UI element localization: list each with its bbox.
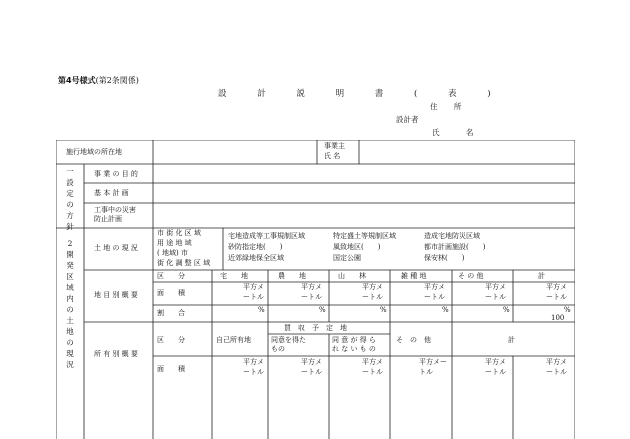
- designer-label: 設計者: [396, 115, 419, 124]
- unit: ートル: [362, 293, 383, 301]
- column-total: 計: [538, 272, 545, 280]
- other-label: そ の 他: [396, 336, 431, 344]
- designation: 国定公園: [333, 254, 361, 262]
- not-agreed-label-1: 同 意 が 得 ら: [332, 336, 376, 344]
- unit: 平方メ: [243, 358, 264, 366]
- unit: 平方メ: [546, 283, 567, 291]
- land-status-label: 土 地 の 現 況: [94, 244, 138, 252]
- section2-vertical-label: 2開発区域内の土地の現況: [66, 239, 74, 369]
- unit: 平方メ: [362, 283, 383, 291]
- address-label: 住 所: [430, 102, 469, 111]
- by-category-label: 地 目 別 概 要: [94, 291, 138, 299]
- unit: 平方メ: [243, 283, 264, 291]
- disaster-prevention-label-1: 工事中の災害: [94, 206, 136, 214]
- section1-vertical-label: 一設定の方針: [66, 167, 74, 231]
- unit: 平方メ: [424, 283, 445, 291]
- percent-sign: %: [380, 306, 387, 314]
- purpose-label: 事 業 の 目 的: [94, 170, 138, 178]
- name-label: 氏 名: [432, 128, 486, 137]
- unit: 平方メ: [546, 358, 567, 366]
- percent-sign: %: [258, 306, 265, 314]
- percent-sign: %: [442, 306, 449, 314]
- unit: ートル: [424, 293, 445, 301]
- unit: 平方メ: [485, 283, 506, 291]
- column-residential: 宅 地: [220, 272, 248, 280]
- designation: 砂防指定地( ): [228, 243, 283, 251]
- percent-sign: %: [319, 306, 326, 314]
- category-kubun: 区 分: [157, 272, 185, 280]
- zone-urbanization: 市 街 化 区 域: [157, 229, 201, 237]
- not-agreed-label-2: れ な い も の: [332, 345, 376, 353]
- column-other: そ の 他: [458, 272, 484, 280]
- disaster-prevention-label-2: 防止計画: [94, 215, 122, 223]
- unit: ートル: [301, 368, 322, 376]
- zone-use: 用 途 地 域: [157, 239, 192, 247]
- column-forest: 山 林: [338, 272, 366, 280]
- unit: 平方メ: [362, 358, 383, 366]
- basic-plan-label: 基 本 計 画: [94, 189, 129, 197]
- designation: 都市計画施設( ): [424, 243, 486, 251]
- unit: ートル: [485, 293, 506, 301]
- designation: 保安林( ): [424, 254, 465, 262]
- designation: 造成宅地防災区域: [424, 232, 480, 240]
- operator-name-label: 氏 名: [324, 152, 341, 160]
- designation: 近郊緑地保全区域: [228, 254, 284, 262]
- unit: ートル: [243, 368, 264, 376]
- percent-sign: %: [564, 306, 571, 314]
- unit: ートル: [546, 293, 567, 301]
- unit: 平方メー: [419, 358, 447, 366]
- acquisition-header: 買 収 予 定 地: [284, 324, 347, 332]
- agreed-label-1: 同意を得た: [271, 336, 306, 344]
- category-area: 面 積: [157, 289, 185, 297]
- zone-adjustment: 街 化 調 整 区 域: [157, 259, 211, 267]
- unit: ートル: [362, 368, 383, 376]
- column-misc: 雑 種 地: [401, 272, 427, 280]
- zone-area: ( 地域) 市: [157, 249, 188, 257]
- category-ratio: 割 合: [157, 309, 185, 317]
- designation: 風致地区( ): [333, 243, 381, 251]
- operator-label: 事業主: [324, 142, 345, 150]
- unit: ートル: [485, 368, 506, 376]
- unit: ートル: [243, 293, 264, 301]
- total-percent: 100: [551, 314, 565, 322]
- unit: 平方メ: [301, 358, 322, 366]
- unit: 平方メ: [301, 283, 322, 291]
- percent-sign: %: [503, 306, 510, 314]
- design-description-form: [56, 140, 575, 439]
- unit: ートル: [546, 368, 567, 376]
- agreed-label-2: もの: [271, 345, 285, 353]
- document-title: 設 計 説 明 書 ( 表 ): [218, 89, 505, 99]
- unit: ートル: [301, 293, 322, 301]
- ownership-area: 面 積: [157, 365, 185, 373]
- by-ownership-label: 所 有 別 概 要: [94, 350, 138, 358]
- designation: 宅地造成等工事規制区域: [228, 232, 305, 240]
- unit: 平方メ: [485, 358, 506, 366]
- designation: 特定盛土等規制区域: [333, 232, 396, 240]
- form-number: 第4号様式(第2条関係): [58, 76, 139, 85]
- ownership-kubun: 区 分: [157, 336, 185, 344]
- total-label: 計: [508, 336, 515, 344]
- column-farmland: 農 地: [278, 272, 306, 280]
- site-location-label: 施行地域の所在地: [66, 148, 122, 156]
- own-land-label: 自己所有地: [216, 336, 251, 344]
- unit: トル: [419, 368, 433, 376]
